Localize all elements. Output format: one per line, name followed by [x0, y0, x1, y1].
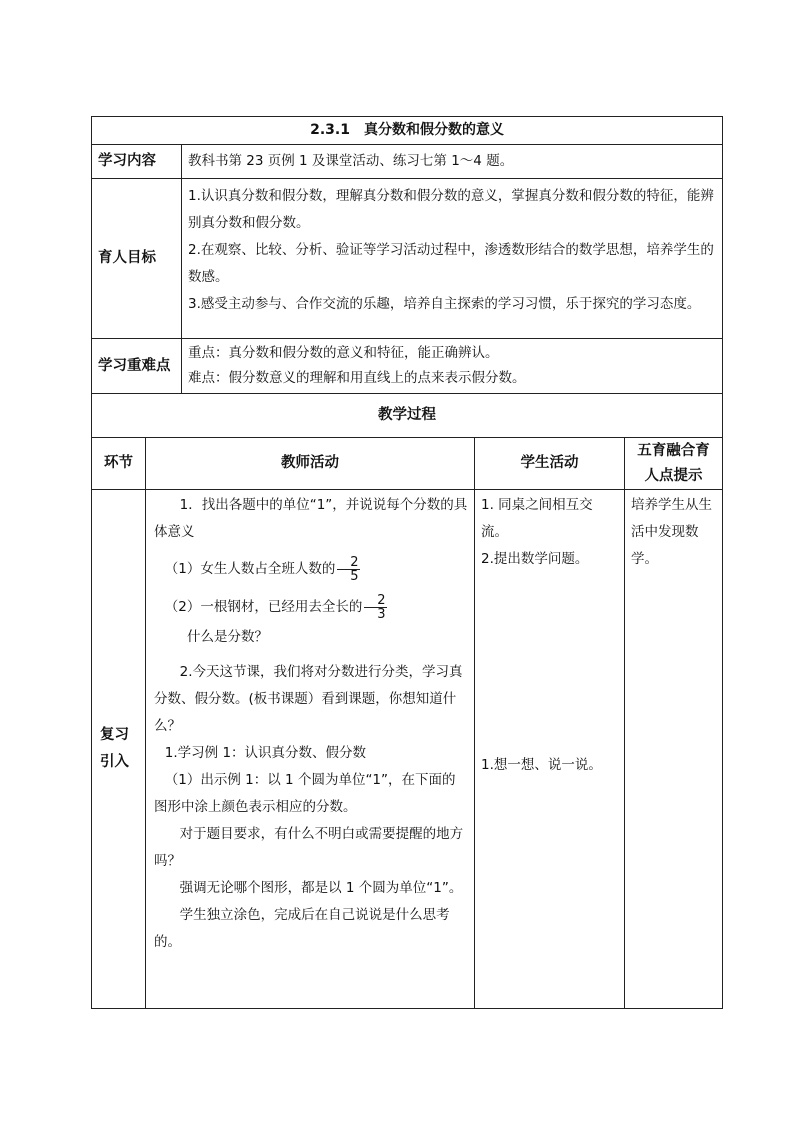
student-a2: 2.提出数学问题。	[481, 551, 589, 567]
keypoints-text	[182, 339, 723, 394]
teacher-what-is-fraction: 什么是分数？	[187, 629, 268, 645]
header-stage: 环节	[92, 438, 146, 490]
goal-item: 3.感受主动参与、合作交流的乐趣，培养自主探索的学习习惯，乐于探究的学习态度。	[188, 296, 701, 312]
student-activity	[475, 490, 625, 1009]
content-label: 学习内容	[92, 145, 182, 179]
teacher-p5: 对于题目要求，有什么不明白或需要提醒的地方吗？	[154, 826, 464, 869]
goal-item: 1.认识真分数和假分数，理解真分数和假分数的意义，掌握真分数和假分数的特征，能辨别真分数和假分数。	[188, 188, 714, 231]
key-point: 重点：真分数和假分数的意义和特征，能正确辨认。	[188, 345, 499, 361]
teacher-q1	[154, 552, 468, 586]
teacher-p2: 2.今天这节课，我们将对分数进行分类，学习真分数、假分数。(板书课题）看到课题，你想知道什么？	[154, 664, 463, 734]
stage-label: 复习引入	[100, 727, 129, 770]
goals-label: 育人目标	[92, 179, 182, 339]
teacher-p1: 1．找出各题中的单位“1”，并说说每个分数的具体意义	[154, 497, 468, 540]
lesson-title: 2.3.1 真分数和假分数的意义	[92, 117, 723, 145]
lesson-plan-table	[91, 116, 723, 1009]
process-heading: 教学过程	[92, 394, 723, 438]
fraction-numerator: 2	[337, 556, 360, 570]
fraction-numerator: 2	[364, 594, 387, 608]
fraction-two-thirds	[364, 594, 387, 621]
header-teacher: 教师活动	[146, 438, 475, 490]
teacher-p3: 1.学习例 1：认识真分数、假分数	[164, 745, 367, 761]
lesson-plan-page	[91, 116, 722, 1009]
student-a1: 1. 同桌之间相互交流。	[481, 497, 593, 540]
teacher-p7: 学生独立涂色，完成后在自己说说是什么思考的。	[154, 907, 450, 950]
student-a3: 1.想一想、说一说。	[481, 757, 602, 773]
teacher-p4: （1）出示例 1：以 1 个圆为单位“1”，在下面的图形中涂上颜色表示相应的分数。	[154, 772, 456, 815]
header-student: 学生活动	[475, 438, 625, 490]
teacher-p6: 强调无论哪个图形，都是以 1 个圆为单位“1”。	[179, 880, 463, 896]
fraction-denominator: 3	[377, 606, 386, 622]
teacher-q2	[154, 590, 468, 624]
q2-text: （2）一根钢材，已经用去全长的	[164, 599, 363, 615]
header-five: 五育融合育人点提示	[625, 438, 723, 490]
difficult-point: 难点：假分数意义的理解和用直线上的点来表示假分数。	[188, 370, 526, 386]
content-text: 教科书第 23 页例 1 及课堂活动、练习七第 1～4 题。	[182, 145, 723, 179]
five-education-hint	[625, 490, 723, 1009]
fraction-two-fifths	[337, 556, 360, 583]
keypoints-label: 学习重难点	[92, 339, 182, 394]
goal-item: 2.在观察、比较、分析、验证等学习活动过程中，渗透数形结合的数学思想，培养学生的数感。	[188, 242, 714, 285]
fraction-denominator: 5	[350, 568, 359, 584]
five-hint-text: 培养学生从生活中发现数学。	[631, 497, 712, 567]
goals-text	[182, 179, 723, 339]
stage-cell	[92, 490, 146, 1009]
q1-text: （1）女生人数占全班人数的	[164, 561, 336, 577]
teacher-activity	[146, 490, 475, 1009]
